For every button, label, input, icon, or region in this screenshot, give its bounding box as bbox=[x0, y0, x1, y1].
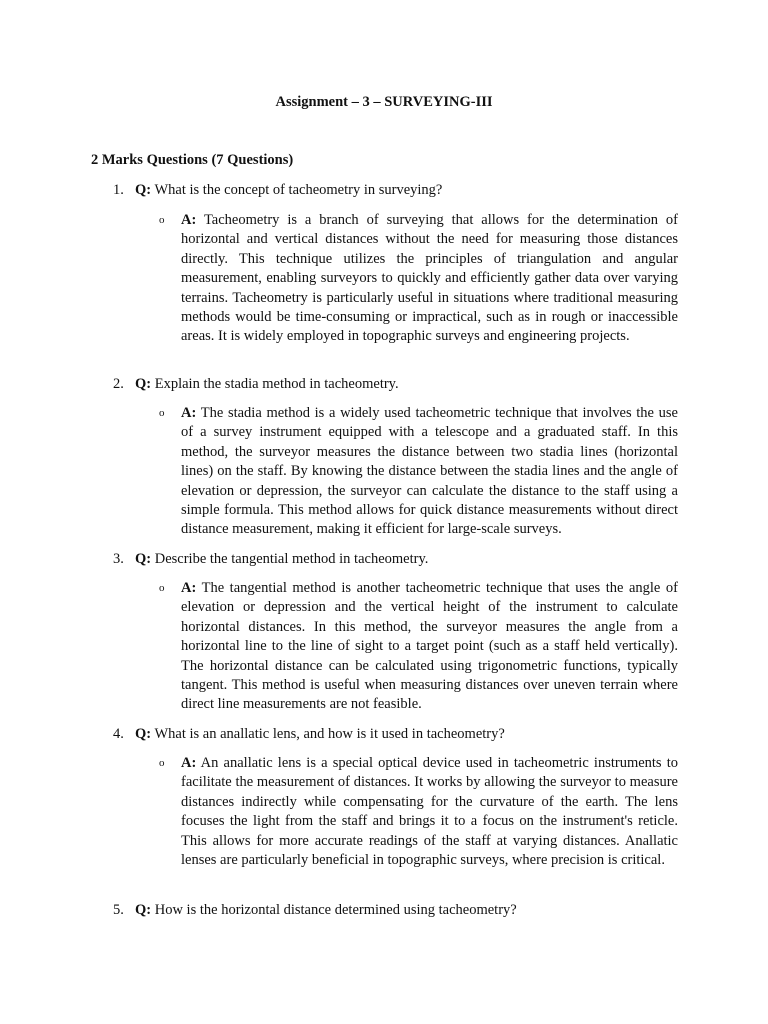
answer-label: A: bbox=[181, 755, 197, 771]
answer-body bbox=[181, 211, 678, 347]
question-1 bbox=[113, 181, 442, 200]
answer-text: Tacheometry is a branch of surveying that allows for the determination of horizontal and vertical distances without the need for measuring those distances directly. This technique utilizes the principles of triangulation and angular measurement, enabling surveyors to quickly and efficiently gather data over varying terrains. Tacheometry is particularly useful in situations where traditional measuring methods would be time-consuming or impractical, such as in rough or inaccessible areas. It is widely employed in topographic surveys and engineering projects. bbox=[181, 212, 678, 345]
answer-2 bbox=[159, 404, 679, 540]
question-text: Describe the tangential method in tacheometry. bbox=[154, 551, 429, 567]
question-label: Q: bbox=[135, 376, 152, 392]
question-3 bbox=[113, 550, 428, 569]
answer-label: A: bbox=[181, 580, 197, 596]
answer-text: The stadia method is a widely used tacheometric technique that involves the use of a survey instrument equipped with a telescope and a graduated staff. In this method, the surveyor measures the distance between two stadia lines (horizontal lines) on the staff. By knowing the distance between the stadia lines and the angle of elevation or depression, the surveyor can calculate the distance to the staff using a simple formula. This method allows for quick distance measurements without direct distance measurement, making it efficient for large-scale surveys. bbox=[181, 405, 678, 538]
answer-label: A: bbox=[181, 405, 197, 421]
question-label: Q: bbox=[135, 902, 152, 918]
answer-label: A: bbox=[181, 212, 197, 228]
section-heading: 2 Marks Questions (7 Questions) bbox=[91, 152, 294, 168]
question-number: 1. bbox=[113, 182, 124, 198]
answer-4 bbox=[159, 754, 679, 870]
question-2 bbox=[113, 375, 399, 394]
question-number: 2. bbox=[113, 376, 124, 392]
answer-body bbox=[181, 579, 678, 715]
question-number: 3. bbox=[113, 551, 124, 567]
bullet-marker: o bbox=[159, 407, 165, 419]
question-number: 5. bbox=[113, 902, 124, 918]
answer-3 bbox=[159, 579, 679, 715]
bullet-marker: o bbox=[159, 214, 165, 226]
question-label: Q: bbox=[135, 551, 152, 567]
question-number: 4. bbox=[113, 726, 124, 742]
answer-text: An anallatic lens is a special optical device used in tacheometric instruments to facilitate the measurement of distances. It works by allowing the surveyor to measure distances indirectly while compensating for the curvature of the earth. The lens focuses the light from the staff and brings it to a focus on the instrument's reticle. This allows for more accurate readings of the staff at varying distances. Anallatic lenses are particularly beneficial in topographic surveys, where precision is critical. bbox=[181, 755, 679, 869]
answer-body bbox=[181, 754, 678, 870]
bullet-marker: o bbox=[159, 757, 165, 769]
answer-body bbox=[181, 404, 678, 540]
question-5 bbox=[113, 901, 517, 920]
question-text: Explain the stadia method in tacheometry. bbox=[154, 376, 399, 392]
question-label: Q: bbox=[135, 726, 152, 742]
question-text: What is an anallatic lens, and how is it used in tacheometry? bbox=[154, 726, 505, 742]
page-title: Assignment – 3 – SURVEYING-III bbox=[275, 94, 493, 110]
question-label: Q: bbox=[135, 182, 152, 198]
question-text: What is the concept of tacheometry in surveying? bbox=[154, 182, 443, 198]
answer-1 bbox=[159, 211, 679, 347]
answer-text: The tangential method is another tacheometric technique that uses the angle of elevation or depression and the vertical height of the instrument to calculate horizontal distances. In this method, the surveyor measures the angle from a horizontal line to the line of sight to a target point (such as a staff held vertically). The horizontal distance can be calculated using trigonometric functions, typically tangent. This method is useful when measuring distances over uneven terrain where direct line measurements are not feasible. bbox=[181, 580, 678, 713]
bullet-marker: o bbox=[159, 582, 165, 594]
question-4 bbox=[113, 725, 505, 744]
question-text: How is the horizontal distance determined using tacheometry? bbox=[154, 902, 517, 918]
